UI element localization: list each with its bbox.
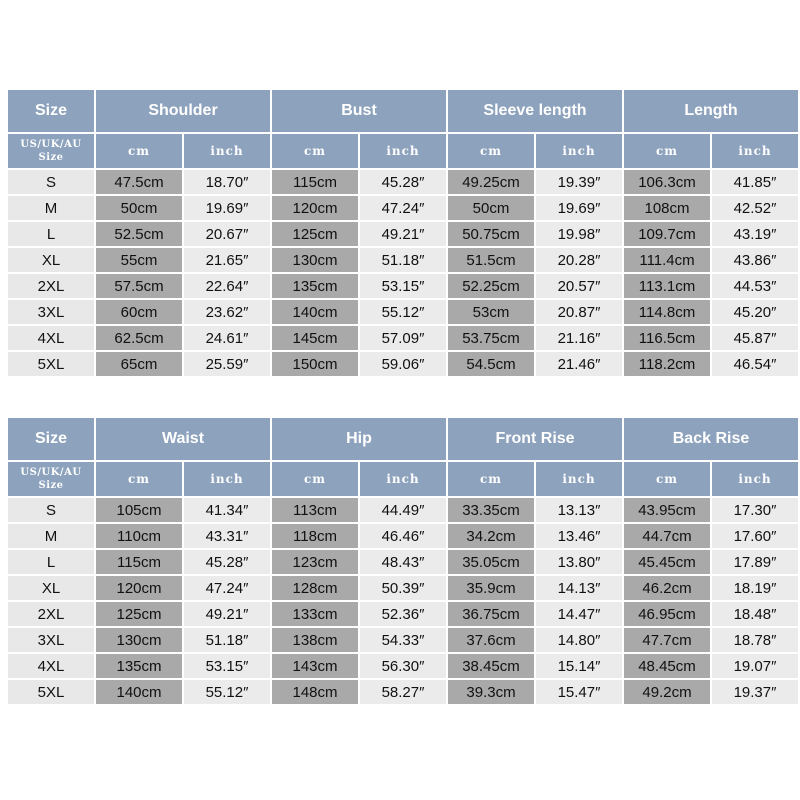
cm-value-cell: 50.75cm <box>448 222 534 246</box>
inch-value-cell: 41.34″ <box>184 498 270 522</box>
inch-value-cell: 20.67″ <box>184 222 270 246</box>
inch-value-cell: 56.30″ <box>360 654 446 678</box>
unit-cm-header: cm <box>448 134 534 168</box>
size-header: Size <box>8 418 94 460</box>
cm-value-cell: 62.5cm <box>96 326 182 350</box>
inch-value-cell: 19.69″ <box>184 196 270 220</box>
size-cell: S <box>8 170 94 194</box>
size-chart-upper <box>8 90 798 376</box>
unit-inch-header: inch <box>360 134 446 168</box>
measure-header: Hip <box>272 418 446 460</box>
inch-value-cell: 43.19″ <box>712 222 798 246</box>
inch-value-cell: 21.46″ <box>536 352 622 376</box>
size-cell: M <box>8 524 94 548</box>
size-cell: XL <box>8 576 94 600</box>
inch-value-cell: 55.12″ <box>360 300 446 324</box>
cm-value-cell: 50cm <box>96 196 182 220</box>
cm-value-cell: 125cm <box>272 222 358 246</box>
cm-value-cell: 45.45cm <box>624 550 710 574</box>
cm-value-cell: 37.6cm <box>448 628 534 652</box>
size-cell: 4XL <box>8 654 94 678</box>
cm-value-cell: 43.95cm <box>624 498 710 522</box>
size-header: Size <box>8 90 94 132</box>
inch-value-cell: 13.46″ <box>536 524 622 548</box>
cm-value-cell: 53.75cm <box>448 326 534 350</box>
inch-value-cell: 46.54″ <box>712 352 798 376</box>
cm-value-cell: 128cm <box>272 576 358 600</box>
cm-value-cell: 120cm <box>96 576 182 600</box>
cm-value-cell: 35.9cm <box>448 576 534 600</box>
inch-value-cell: 43.86″ <box>712 248 798 272</box>
cm-value-cell: 46.95cm <box>624 602 710 626</box>
inch-value-cell: 18.19″ <box>712 576 798 600</box>
cm-value-cell: 116.5cm <box>624 326 710 350</box>
inch-value-cell: 14.80″ <box>536 628 622 652</box>
inch-value-cell: 52.36″ <box>360 602 446 626</box>
inch-value-cell: 19.98″ <box>536 222 622 246</box>
inch-value-cell: 19.07″ <box>712 654 798 678</box>
cm-value-cell: 38.45cm <box>448 654 534 678</box>
inch-value-cell: 14.47″ <box>536 602 622 626</box>
cm-value-cell: 49.25cm <box>448 170 534 194</box>
inch-value-cell: 46.46″ <box>360 524 446 548</box>
measure-header: Sleeve length <box>448 90 622 132</box>
inch-value-cell: 18.78″ <box>712 628 798 652</box>
unit-cm-header: cm <box>448 462 534 496</box>
cm-value-cell: 36.75cm <box>448 602 534 626</box>
size-cell: S <box>8 498 94 522</box>
cm-value-cell: 130cm <box>272 248 358 272</box>
inch-value-cell: 45.87″ <box>712 326 798 350</box>
inch-value-cell: 41.85″ <box>712 170 798 194</box>
inch-value-cell: 51.18″ <box>184 628 270 652</box>
cm-value-cell: 110cm <box>96 524 182 548</box>
inch-value-cell: 48.43″ <box>360 550 446 574</box>
inch-value-cell: 42.52″ <box>712 196 798 220</box>
inch-value-cell: 17.60″ <box>712 524 798 548</box>
cm-value-cell: 49.2cm <box>624 680 710 704</box>
cm-value-cell: 145cm <box>272 326 358 350</box>
inch-value-cell: 45.28″ <box>360 170 446 194</box>
inch-value-cell: 58.27″ <box>360 680 446 704</box>
cm-value-cell: 106.3cm <box>624 170 710 194</box>
inch-value-cell: 21.65″ <box>184 248 270 272</box>
inch-value-cell: 15.47″ <box>536 680 622 704</box>
cm-value-cell: 113.1cm <box>624 274 710 298</box>
inch-value-cell: 19.39″ <box>536 170 622 194</box>
cm-value-cell: 44.7cm <box>624 524 710 548</box>
inch-value-cell: 18.70″ <box>184 170 270 194</box>
cm-value-cell: 123cm <box>272 550 358 574</box>
unit-cm-header: cm <box>624 134 710 168</box>
cm-value-cell: 135cm <box>96 654 182 678</box>
size-region-label-line: Size <box>38 480 64 491</box>
unit-inch-header: inch <box>536 134 622 168</box>
inch-value-cell: 50.39″ <box>360 576 446 600</box>
cm-value-cell: 109.7cm <box>624 222 710 246</box>
size-cell: 5XL <box>8 352 94 376</box>
inch-value-cell: 51.18″ <box>360 248 446 272</box>
measure-header: Front Rise <box>448 418 622 460</box>
size-cell: 4XL <box>8 326 94 350</box>
size-cell: 3XL <box>8 300 94 324</box>
size-chart-lower <box>8 418 798 704</box>
inch-value-cell: 19.69″ <box>536 196 622 220</box>
cm-value-cell: 133cm <box>272 602 358 626</box>
cm-value-cell: 118cm <box>272 524 358 548</box>
cm-value-cell: 113cm <box>272 498 358 522</box>
size-region-label-line: Size <box>38 152 64 163</box>
inch-value-cell: 14.13″ <box>536 576 622 600</box>
cm-value-cell: 51.5cm <box>448 248 534 272</box>
inch-value-cell: 45.28″ <box>184 550 270 574</box>
inch-value-cell: 57.09″ <box>360 326 446 350</box>
unit-cm-header: cm <box>96 462 182 496</box>
size-cell: 3XL <box>8 628 94 652</box>
inch-value-cell: 43.31″ <box>184 524 270 548</box>
cm-value-cell: 125cm <box>96 602 182 626</box>
inch-value-cell: 19.37″ <box>712 680 798 704</box>
cm-value-cell: 34.2cm <box>448 524 534 548</box>
size-region-label-line: US/UK/AU <box>20 467 82 478</box>
unit-inch-header: inch <box>712 134 798 168</box>
cm-value-cell: 57.5cm <box>96 274 182 298</box>
inch-value-cell: 53.15″ <box>184 654 270 678</box>
inch-value-cell: 47.24″ <box>360 196 446 220</box>
cm-value-cell: 111.4cm <box>624 248 710 272</box>
size-cell: 2XL <box>8 602 94 626</box>
cm-value-cell: 150cm <box>272 352 358 376</box>
cm-value-cell: 115cm <box>96 550 182 574</box>
inch-value-cell: 20.57″ <box>536 274 622 298</box>
size-cell: L <box>8 550 94 574</box>
cm-value-cell: 53cm <box>448 300 534 324</box>
inch-value-cell: 20.28″ <box>536 248 622 272</box>
inch-value-cell: 44.53″ <box>712 274 798 298</box>
cm-value-cell: 140cm <box>96 680 182 704</box>
cm-value-cell: 115cm <box>272 170 358 194</box>
inch-value-cell: 44.49″ <box>360 498 446 522</box>
inch-value-cell: 59.06″ <box>360 352 446 376</box>
measure-header: Length <box>624 90 798 132</box>
cm-value-cell: 54.5cm <box>448 352 534 376</box>
size-cell: L <box>8 222 94 246</box>
unit-inch-header: inch <box>184 134 270 168</box>
inch-value-cell: 47.24″ <box>184 576 270 600</box>
cm-value-cell: 47.5cm <box>96 170 182 194</box>
unit-cm-header: cm <box>624 462 710 496</box>
inch-value-cell: 15.14″ <box>536 654 622 678</box>
cm-value-cell: 52.5cm <box>96 222 182 246</box>
size-region-label-line: US/UK/AU <box>20 139 82 150</box>
cm-value-cell: 33.35cm <box>448 498 534 522</box>
inch-value-cell: 54.33″ <box>360 628 446 652</box>
measure-header: Back Rise <box>624 418 798 460</box>
inch-value-cell: 20.87″ <box>536 300 622 324</box>
inch-value-cell: 55.12″ <box>184 680 270 704</box>
cm-value-cell: 114.8cm <box>624 300 710 324</box>
inch-value-cell: 13.80″ <box>536 550 622 574</box>
cm-value-cell: 138cm <box>272 628 358 652</box>
cm-value-cell: 135cm <box>272 274 358 298</box>
measure-header: Bust <box>272 90 446 132</box>
inch-value-cell: 25.59″ <box>184 352 270 376</box>
cm-value-cell: 52.25cm <box>448 274 534 298</box>
cm-value-cell: 55cm <box>96 248 182 272</box>
cm-value-cell: 148cm <box>272 680 358 704</box>
inch-value-cell: 21.16″ <box>536 326 622 350</box>
cm-value-cell: 65cm <box>96 352 182 376</box>
measure-header: Shoulder <box>96 90 270 132</box>
inch-value-cell: 22.64″ <box>184 274 270 298</box>
inch-value-cell: 53.15″ <box>360 274 446 298</box>
unit-cm-header: cm <box>272 134 358 168</box>
unit-inch-header: inch <box>360 462 446 496</box>
measure-header: Waist <box>96 418 270 460</box>
inch-value-cell: 49.21″ <box>360 222 446 246</box>
size-region-label <box>8 462 94 496</box>
inch-value-cell: 18.48″ <box>712 602 798 626</box>
cm-value-cell: 50cm <box>448 196 534 220</box>
unit-inch-header: inch <box>536 462 622 496</box>
unit-inch-header: inch <box>184 462 270 496</box>
inch-value-cell: 49.21″ <box>184 602 270 626</box>
inch-value-cell: 45.20″ <box>712 300 798 324</box>
inch-value-cell: 23.62″ <box>184 300 270 324</box>
cm-value-cell: 140cm <box>272 300 358 324</box>
cm-value-cell: 108cm <box>624 196 710 220</box>
cm-value-cell: 60cm <box>96 300 182 324</box>
inch-value-cell: 17.30″ <box>712 498 798 522</box>
cm-value-cell: 47.7cm <box>624 628 710 652</box>
cm-value-cell: 120cm <box>272 196 358 220</box>
cm-value-cell: 118.2cm <box>624 352 710 376</box>
cm-value-cell: 39.3cm <box>448 680 534 704</box>
inch-value-cell: 13.13″ <box>536 498 622 522</box>
unit-cm-header: cm <box>272 462 358 496</box>
inch-value-cell: 17.89″ <box>712 550 798 574</box>
size-region-label <box>8 134 94 168</box>
size-cell: XL <box>8 248 94 272</box>
cm-value-cell: 48.45cm <box>624 654 710 678</box>
size-cell: M <box>8 196 94 220</box>
cm-value-cell: 143cm <box>272 654 358 678</box>
cm-value-cell: 35.05cm <box>448 550 534 574</box>
inch-value-cell: 24.61″ <box>184 326 270 350</box>
cm-value-cell: 105cm <box>96 498 182 522</box>
unit-inch-header: inch <box>712 462 798 496</box>
size-cell: 2XL <box>8 274 94 298</box>
cm-value-cell: 46.2cm <box>624 576 710 600</box>
size-cell: 5XL <box>8 680 94 704</box>
cm-value-cell: 130cm <box>96 628 182 652</box>
unit-cm-header: cm <box>96 134 182 168</box>
